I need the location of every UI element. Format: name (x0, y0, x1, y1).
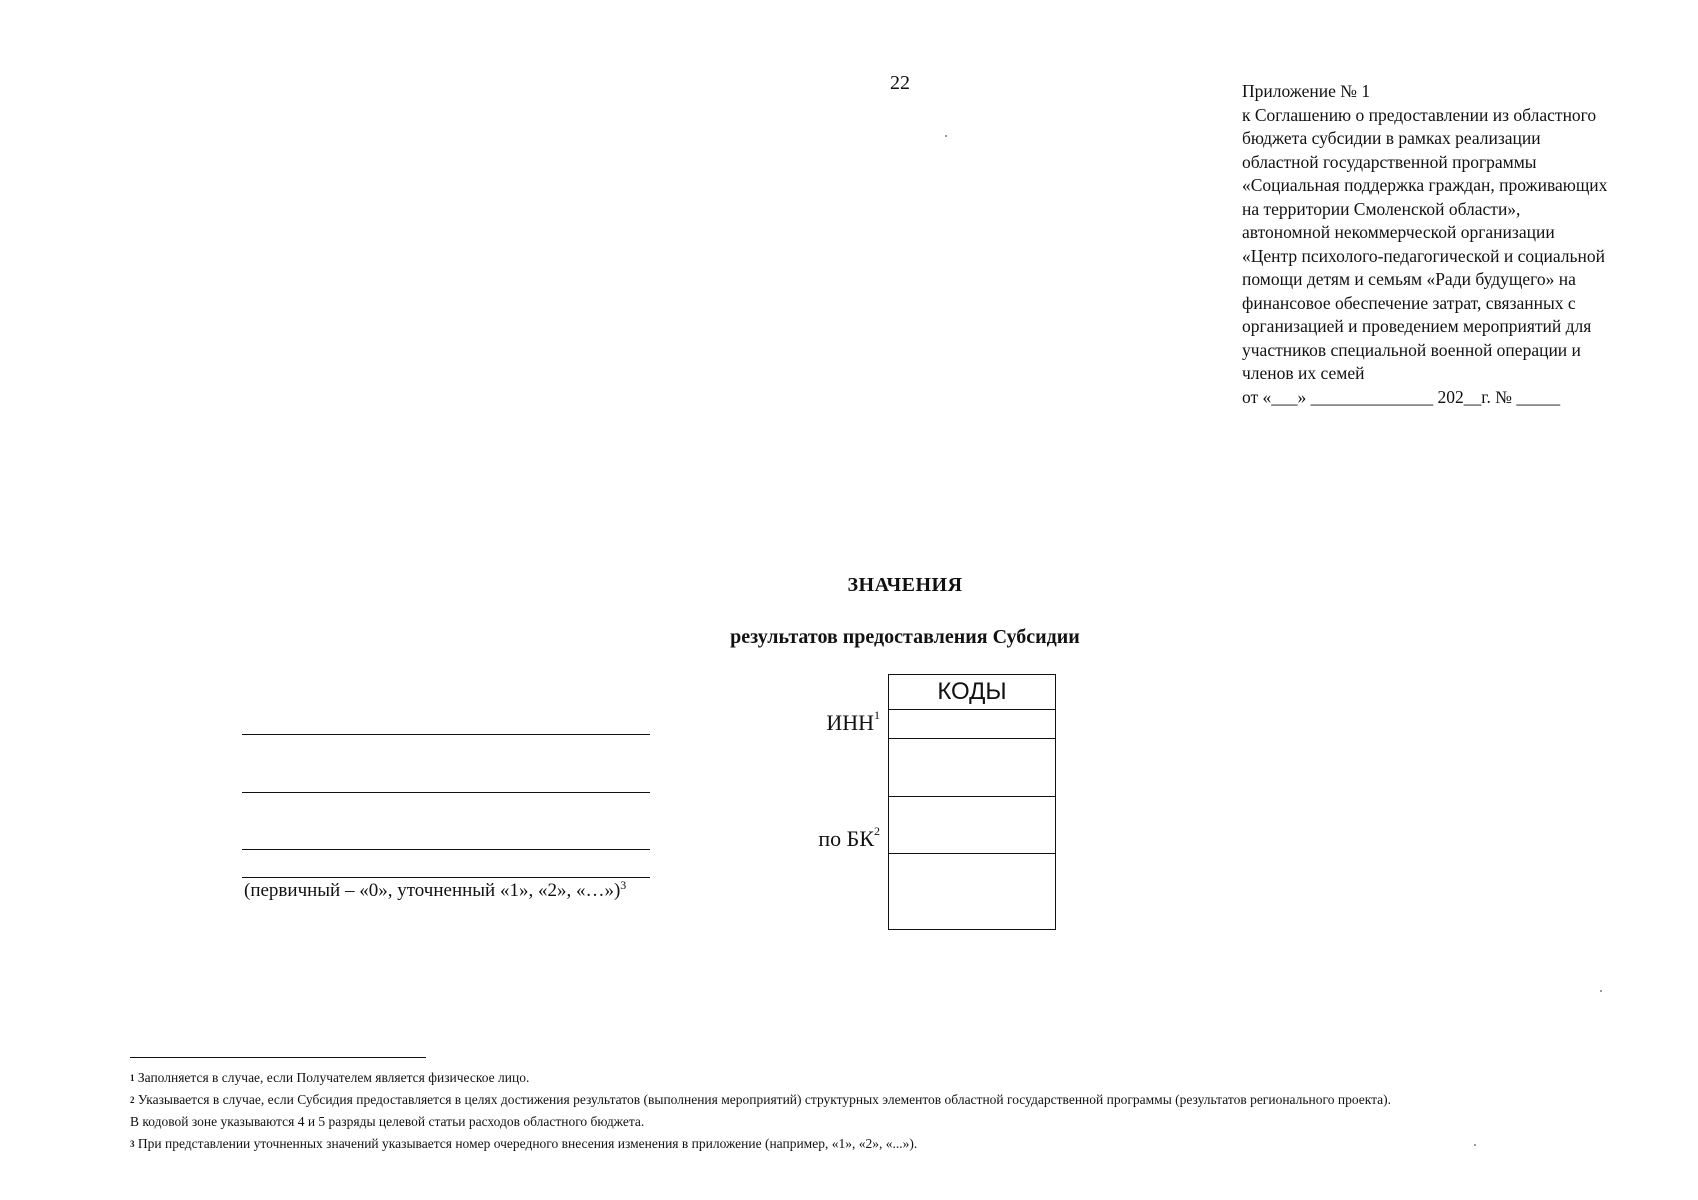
appendix-line: автономной некоммерческой организации (1242, 222, 1555, 242)
version-code-cell[interactable] (889, 853, 1055, 929)
footnote-mark: 1 (130, 1073, 135, 1083)
codes-table (888, 674, 1056, 930)
bk-code-cell[interactable] (889, 796, 1055, 853)
blank-line-version (242, 877, 650, 878)
appendix-line: на территории Смоленской области», (1242, 198, 1521, 219)
appendix-line: финансовое обеспечение затрат, связанных с (1242, 292, 1576, 313)
bk-label (760, 826, 880, 852)
appendix-date-line: от «___» ______________ 202__г. № _____ (1242, 386, 1561, 407)
inn-code-cell[interactable] (889, 709, 1055, 738)
blank-line-extra (242, 849, 650, 850)
code-cell[interactable] (889, 738, 1055, 796)
appendix-line: «Центр психолого-педагогической и социальной (1242, 245, 1605, 266)
footnote-text: Указывается в случае, если Субсидия предоставляется в целях достижения результатов (выполнения мероприятий) структурных элементов областной государственной программы (результатов регионального проекта). (137, 1092, 1392, 1107)
version-caption-text: (первичный – «0», уточненный «1», «2», «…») (244, 880, 621, 901)
footnote (130, 1111, 1690, 1133)
appendix-line: к Соглашению о предоставлении из областного (1242, 104, 1597, 125)
footnote-ref: 2 (874, 824, 880, 838)
footnote (130, 1133, 1690, 1155)
document-subtitle: результатов предоставления Субсидии (730, 626, 1080, 648)
footnote-text: В кодовой зоне указываются 4 и 5 разряды целевой статьи расходов областного бюджета. (130, 1114, 645, 1129)
footnote (130, 1067, 1690, 1089)
scan-speck (945, 135, 947, 137)
appendix-line: Приложение № 1 (1242, 81, 1371, 101)
inn-label (760, 710, 880, 736)
appendix-line: участников специальной военной операции и (1242, 339, 1581, 360)
footnote (130, 1089, 1690, 1111)
document-title: ЗНАЧЕНИЯ (847, 574, 963, 596)
inn-label-text: ИНН (826, 710, 874, 735)
page-number: 22 (890, 72, 910, 94)
footnote-mark: 2 (130, 1095, 135, 1105)
footnote-separator (130, 1057, 426, 1058)
codes-header: КОДЫ (937, 678, 1007, 705)
blank-line-recipient (242, 734, 650, 735)
appendix-line: областной государственной программы (1242, 151, 1537, 172)
footnote-mark: 3 (130, 1139, 135, 1149)
footnote-text: Заполняется в случае, если Получателем является физическое лицо. (137, 1070, 530, 1085)
blank-line-budget (242, 792, 650, 793)
appendix-line: помощи детям и семьям «Ради будущего» на (1242, 269, 1576, 289)
scan-speck (1600, 990, 1602, 992)
bk-label-text: по БК (818, 826, 874, 851)
footnote-ref: 3 (620, 878, 627, 892)
footnote-text: При представлении уточненных значений указывается номер очередного внесения изменения в приложение (например, «1», «2», «...»). (137, 1136, 918, 1151)
footnotes (130, 1067, 1690, 1155)
footnote-ref: 1 (874, 708, 880, 722)
appendix-header (1242, 80, 1672, 409)
appendix-line: членов их семей (1242, 363, 1365, 383)
version-caption (244, 880, 626, 902)
appendix-line: «Социальная поддержка граждан, проживающих (1242, 175, 1608, 195)
appendix-line: бюджета субсидии в рамках реализации (1242, 128, 1541, 148)
appendix-line: организацией и проведением мероприятий для (1242, 316, 1592, 336)
